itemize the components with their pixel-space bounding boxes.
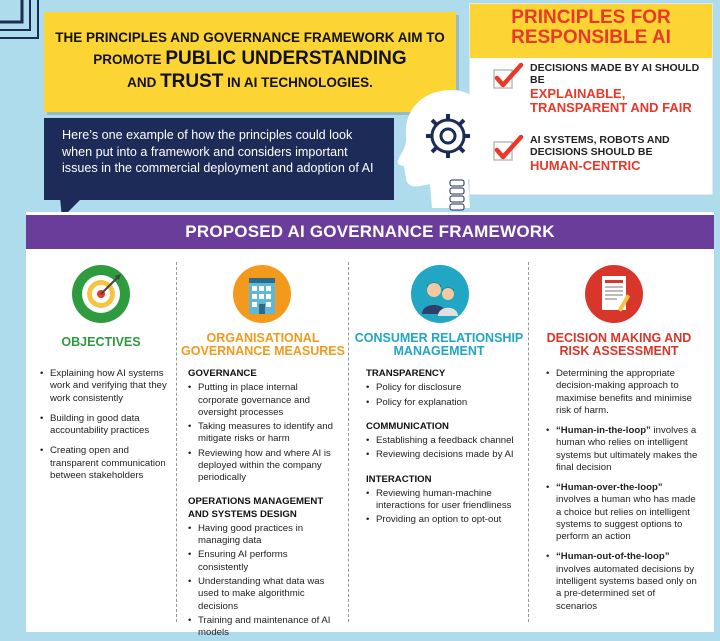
consumer-list <box>366 368 518 529</box>
column-title-consumer: CONSUMER RELATIONSHIP MANAGEMENT <box>354 331 524 359</box>
list-item: • Reviewing decisions made by AI <box>366 449 518 461</box>
list-item: • Putting in place internal corporate governance and oversight processes <box>188 382 340 419</box>
headline-line-3 <box>127 70 373 94</box>
list-item: • Training and maintenance of AI models <box>188 615 340 640</box>
section-heading: OPERATIONS MANAGEMENT AND SYSTEMS DESIGN <box>188 496 324 520</box>
principle-text <box>530 134 702 173</box>
list-item <box>546 482 698 543</box>
item-term: “Human-in-the-loop” <box>556 425 651 437</box>
list-item <box>546 551 698 612</box>
item-text: involves automated decisions by intelligent systems based only on a pre-determined set of scenarios <box>556 563 697 612</box>
intro-callout: Here’s one example of how the principles could look when put into a framework and considers important issues in the commercial deployment and adoption of AI <box>44 118 394 200</box>
principle-highlight: HUMAN-CENTRIC <box>530 157 641 173</box>
principle-statement: AI SYSTEMS, ROBOTS AND DECISIONS SHOULD BE <box>530 134 670 159</box>
framework-title-bar: PROPOSED AI GOVERNANCE FRAMEWORK <box>26 215 714 249</box>
section-heading: COMMUNICATION <box>366 420 449 432</box>
list-item <box>546 368 698 417</box>
list-item: • Taking measures to identify and mitigate risks or harm <box>188 421 340 446</box>
list-item: • Reviewing how and where AI is deployed within the company periodically <box>188 448 340 485</box>
item-text: involves a human who relies on intelligent systems but ultimately makes the final decision <box>556 425 698 473</box>
document-icon <box>584 264 644 324</box>
item-term: “Human-out-of-the-loop” <box>556 551 670 563</box>
list-item: • Establishing a feedback channel <box>366 435 518 447</box>
section-heading: INTERACTION <box>366 473 432 485</box>
headline-line-3-prefix: AND <box>127 75 161 91</box>
headline-line-1: THE PRINCIPLES AND GOVERNANCE FRAMEWORK AIM TO <box>55 29 445 45</box>
objectives-list <box>40 368 170 490</box>
column-divider <box>528 262 529 622</box>
principle-statement: DECISIONS MADE BY AI SHOULD BE <box>530 62 700 87</box>
column-title-objectives: OBJECTIVES <box>61 335 141 349</box>
headline-line-3-suffix: IN AI TECHNOLOGIES. <box>223 75 373 91</box>
list-item: • Having good practices in managing data <box>188 523 340 548</box>
list-item: • Creating open and transparent communication between stakeholders <box>40 445 170 482</box>
principle-item <box>492 62 702 115</box>
item-text: involves a human who has made a choice but relies on intelligent systems to suggest options to perform an action <box>556 494 696 543</box>
list-item: • Policy for explanation <box>366 397 518 409</box>
list-item: • Building in good data accountability practices <box>40 413 170 438</box>
principles-title: PRINCIPLES FOR RESPONSIBLE AI <box>470 4 712 58</box>
ai-head-gear-icon <box>390 84 500 214</box>
headline-emphasis-public-understanding: PUBLIC UNDERSTANDING <box>165 47 407 69</box>
list-item: • Explaining how AI systems work and verifying that they work consistently <box>40 368 170 405</box>
section-heading: GOVERNANCE <box>188 368 257 379</box>
column-title-governance: ORGANISATIONAL GOVERNANCE MEASURES <box>181 331 345 359</box>
column-divider <box>176 262 177 622</box>
list-item: • Policy for disclosure <box>366 382 518 394</box>
headline-line-2-prefix: PROMOTE <box>93 51 166 67</box>
headline-line-2 <box>93 47 406 71</box>
section-heading: TRANSPARENCY <box>366 368 446 379</box>
list-item: • Ensuring AI performs consistently <box>188 549 340 574</box>
item-term: “Human-over-the-loop” <box>556 482 663 494</box>
people-icon <box>410 264 470 324</box>
decision-list <box>546 368 698 621</box>
list-item: • Providing an option to opt-out <box>366 514 518 526</box>
principle-text <box>530 62 702 115</box>
headline-emphasis-trust: TRUST <box>160 71 224 93</box>
list-item: • Reviewing human-machine interactions for user friendliness <box>366 488 518 513</box>
item-text: Determining the appropriate decision-making approach to maximise benefits and minimise risk of harm. <box>556 368 692 416</box>
principle-item <box>492 134 702 173</box>
governance-list <box>188 368 340 641</box>
column-divider <box>348 262 349 622</box>
list-item: • Understanding what data was used to make algorithmic decisions <box>188 576 340 613</box>
target-icon <box>71 264 131 324</box>
principle-highlight: EXPLAINABLE, TRANSPARENT AND FAIR <box>530 85 692 116</box>
principles-panel <box>470 4 712 194</box>
column-title-decision: DECISION MAKING AND RISK ASSESSMENT <box>546 331 692 359</box>
building-icon <box>232 264 292 324</box>
list-item <box>546 425 698 474</box>
